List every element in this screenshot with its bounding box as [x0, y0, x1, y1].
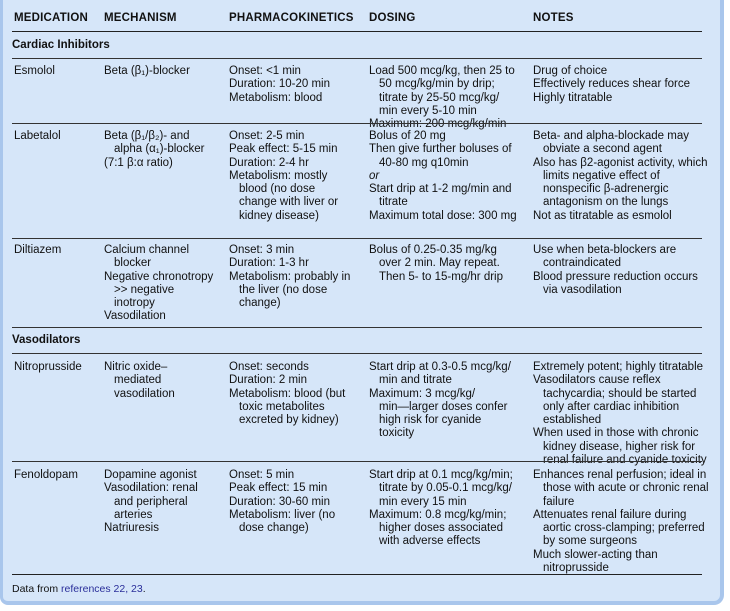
cell-line: vasodilation [114, 387, 175, 400]
cell-line: Negative chronotropy [104, 270, 214, 283]
cell-line: Duration: 30-60 min [229, 495, 330, 508]
cell-line: tachycardia; should be started [543, 387, 697, 400]
cell-line: established [543, 414, 602, 427]
row-separator [12, 327, 702, 328]
cell-line: Maximum total dose: 300 mg [369, 209, 517, 222]
cell-line: Metabolism: probably in [229, 270, 351, 283]
cell-line: nitroprusside [543, 562, 609, 575]
cell-line: and peripheral [114, 495, 188, 508]
cell-line: Onset: <1 min [229, 65, 301, 77]
cell-line: blocker [114, 257, 152, 270]
notes-cell [533, 469, 709, 575]
cell-line: Onset: 5 min [229, 469, 295, 481]
cell-line: blood (no dose [239, 183, 316, 196]
section-title-vasodilators: Vasodilators [12, 334, 81, 346]
cell-line: high risk for cyanide [379, 414, 482, 427]
pharmacokinetics-cell [229, 361, 345, 427]
cell-line: When used in those with chronic [533, 427, 699, 440]
cell-line: Start drip at 1-2 mg/min and [369, 183, 512, 196]
notes-cell [533, 65, 690, 105]
cell-line: Highly titratable [533, 91, 613, 104]
cell-line: Onset: 3 min [229, 244, 295, 256]
cell-line: Metabolism: blood (but [229, 387, 346, 400]
header-rule [12, 31, 702, 32]
cell-line: Bolus of 20 mg [369, 130, 446, 142]
dosing-cell [369, 130, 517, 223]
header-dosing: DOSING [369, 12, 416, 24]
cell-line: 50 mcg/kg/min by drip; [379, 78, 495, 91]
cell-line: over 2 min. May repeat. [379, 257, 500, 270]
cell-line: Metabolism: liver (no [229, 508, 336, 521]
cell-line: titrate by 25-50 mcg/kg/ [379, 91, 500, 104]
cell-line: Effectively reduces shear force [533, 78, 691, 91]
cell-line: Also has β2-agonist activity, which [533, 156, 708, 169]
cell-line: limits negative effect of [543, 169, 660, 182]
header-pharmacokinetics: PHARMACOKINETICS [229, 12, 354, 24]
header-medication: MEDICATION [14, 12, 88, 24]
pharmacokinetics-cell [229, 469, 335, 535]
section-rule [12, 353, 702, 354]
source-prefix: Data from [12, 583, 62, 595]
cell-line: >> negative [114, 283, 175, 296]
cell-line: Then 5- to 15-mg/hr drip [379, 270, 504, 283]
cell-line: (7:1 β:α ratio) [104, 156, 173, 169]
cell-line: Maximum: 3 mcg/kg/ [369, 387, 476, 400]
medication-name: Nitroprusside [14, 361, 82, 373]
cell-line: Beta (β₁)-blocker [104, 65, 190, 77]
dosing-cell [369, 361, 511, 441]
notes-cell [533, 244, 698, 297]
pharmacokinetics-cell [229, 130, 338, 223]
cell-line: Then give further boluses of [369, 143, 512, 156]
cell-line: Onset: 2-5 min [229, 130, 305, 142]
cell-line: titrate [379, 196, 408, 209]
cell-line: Metabolism: mostly [229, 169, 328, 182]
medication-name: Diltiazem [14, 244, 62, 256]
cell-line: Maximum: 200 mcg/kg/min [369, 118, 507, 131]
cell-line: Vasodilation: renal [104, 482, 198, 495]
cell-line: arteries [114, 508, 153, 521]
cell-line: Blood pressure reduction occurs [533, 270, 698, 283]
pharmacokinetics-cell [229, 65, 330, 105]
cell-line: Duration: 2 min [229, 374, 307, 387]
cell-line: aortic cross-clamping; preferred [543, 522, 705, 535]
cell-line: kidney disease) [239, 209, 319, 222]
cell-line: Duration: 1-3 hr [229, 257, 309, 270]
cell-line: mediated [114, 374, 162, 387]
cell-line: kidney disease, higher risk for [543, 440, 696, 453]
cell-line: Peak effect: 5-15 min [229, 143, 338, 156]
cell-line: Onset: seconds [229, 361, 309, 373]
source-note [12, 583, 146, 595]
footer-rule [12, 574, 702, 575]
medication-name: Labetalol [14, 130, 61, 142]
cell-line: Not as titratable as esmolol [533, 209, 672, 222]
cell-line: Nitric oxide– [104, 361, 168, 373]
cell-line: antagonism on the lungs [543, 196, 669, 209]
section-title-cardiac-inhibitors: Cardiac Inhibitors [12, 39, 110, 51]
cell-line: min every 15 min [379, 495, 467, 508]
cell-line: Use when beta-blockers are [533, 244, 677, 256]
cell-line: alpha (α₁)-blocker [114, 143, 205, 156]
cell-line: contraindicated [543, 257, 621, 270]
cell-line: Much slower-acting than [533, 548, 658, 561]
row-separator [12, 461, 702, 462]
row-separator [12, 123, 702, 124]
cell-line: renal failure and cyanide toxicity [543, 454, 707, 467]
cell-line: 40-80 mg q10min [379, 156, 469, 169]
references-link[interactable]: references 22, 23 [61, 583, 143, 595]
mechanism-cell [104, 361, 175, 401]
row-separator [12, 238, 702, 239]
cell-line: Duration: 2-4 hr [229, 156, 309, 169]
cell-line: obviate a second agent [543, 143, 662, 156]
cell-line: Extremely potent; highly titratable [533, 361, 704, 373]
cell-line: min and titrate [379, 374, 452, 387]
cell-line: Vasodilators cause reflex [533, 374, 661, 387]
mechanism-cell [104, 469, 198, 535]
cell-line: Beta- and alpha-blockade may [533, 130, 689, 142]
cell-line: Load 500 mcg/kg, then 25 to [369, 65, 515, 77]
cell-line: excreted by kidney) [239, 414, 339, 427]
cell-line: or [369, 169, 380, 182]
cell-line: Peak effect: 15 min [229, 482, 328, 495]
cell-line: the liver (no dose [239, 283, 328, 296]
cell-line: change) [239, 297, 281, 310]
cell-line: dose change) [239, 522, 309, 535]
cell-line: Dopamine agonist [104, 469, 197, 481]
cell-line: those with acute or chronic renal [543, 482, 709, 495]
cell-line: min—larger doses confer [379, 400, 508, 413]
pharmacokinetics-cell [229, 244, 350, 310]
cell-line: with adverse effects [379, 535, 481, 548]
section-rule [12, 58, 702, 59]
cell-line: via vasodilation [543, 283, 622, 296]
mechanism-cell [104, 244, 213, 324]
medication-name: Esmolol [14, 65, 55, 77]
source-suffix: . [142, 583, 146, 595]
medication-name: Fenoldopam [14, 469, 78, 481]
cell-line: inotropy [114, 297, 155, 310]
cell-line: Bolus of 0.25-0.35 mg/kg [369, 244, 497, 256]
cell-line: only after cardiac inhibition [543, 400, 680, 413]
cell-line: Beta (β₁/β₂)- and [104, 130, 190, 142]
mechanism-cell [104, 65, 190, 78]
dosing-cell [369, 469, 513, 549]
cell-line: Start drip at 0.3-0.5 mcg/kg/ [369, 361, 511, 373]
cell-line: Drug of choice [533, 65, 608, 77]
cell-line: failure [543, 495, 575, 508]
header-notes: NOTES [533, 12, 574, 24]
cell-line: Calcium channel [104, 244, 190, 256]
cell-line: Metabolism: blood [229, 91, 323, 104]
mechanism-cell [104, 130, 204, 170]
cell-line: Natriuresis [104, 522, 159, 535]
cell-line: Maximum: 0.8 mcg/kg/min; [369, 508, 507, 521]
cell-line: higher doses associated [379, 522, 504, 535]
cell-line: Duration: 10-20 min [229, 78, 330, 91]
header-mechanism: MECHANISM [104, 12, 177, 24]
cell-line: titrate by 0.05-0.1 mcg/kg/ [379, 482, 512, 495]
cell-line: Vasodilation [104, 310, 166, 323]
cell-line: change with liver or [239, 196, 339, 209]
cell-line: toxicity [379, 427, 415, 440]
cell-line: nonspecific β-adrenergic [543, 183, 669, 196]
cell-line: min every 5-10 min [379, 104, 477, 117]
dosing-cell [369, 65, 515, 131]
cell-line: toxic metabolites [239, 400, 325, 413]
dosing-cell [369, 244, 503, 284]
cell-line: Attenuates renal failure during [533, 508, 687, 521]
notes-cell [533, 130, 708, 223]
cell-line: Enhances renal perfusion; ideal in [533, 469, 707, 481]
cell-line: Start drip at 0.1 mcg/kg/min; [369, 469, 513, 481]
cell-line: by some surgeons [543, 535, 637, 548]
notes-cell [533, 361, 707, 467]
